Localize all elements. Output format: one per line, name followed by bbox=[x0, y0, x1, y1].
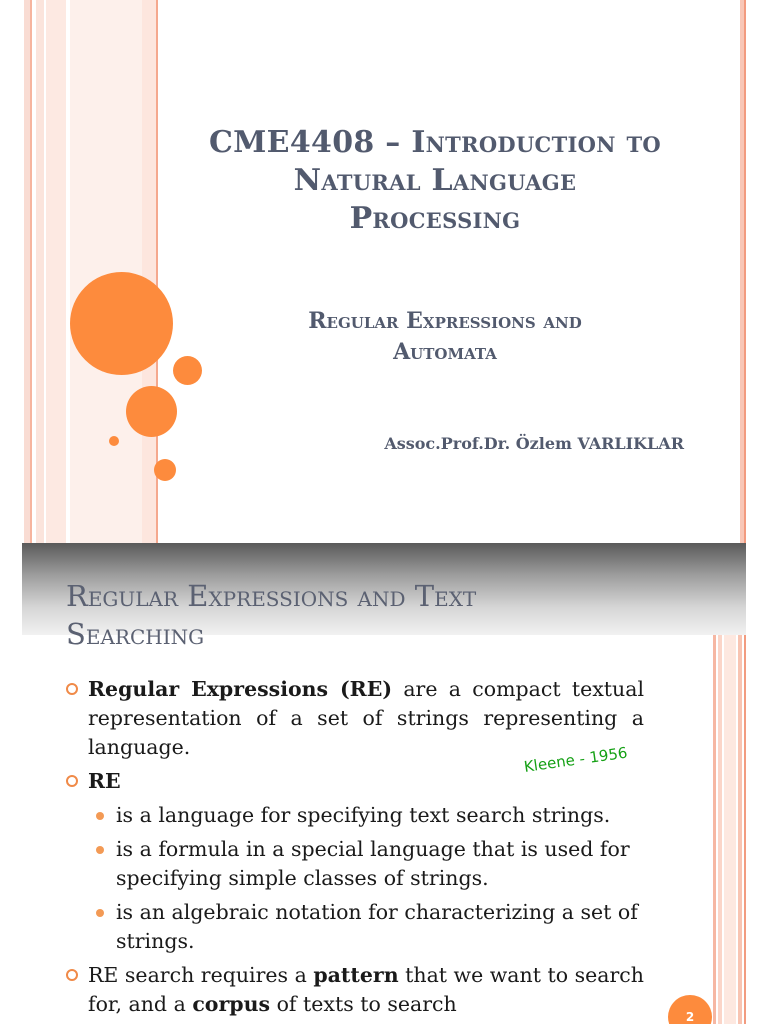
decorative-stripe bbox=[142, 0, 156, 543]
decorative-stripe bbox=[744, 0, 746, 543]
sub-bullet-text: is a formula in a special language that is used for specifying simple classes of strings. bbox=[116, 837, 630, 890]
bold-term: pattern bbox=[313, 963, 399, 987]
course-title-line: Natural Language bbox=[293, 163, 577, 198]
decorative-circle bbox=[109, 436, 119, 446]
course-title bbox=[170, 124, 700, 238]
author-name: Assoc.Prof.Dr. Özlem VARLIKLAR bbox=[384, 434, 684, 453]
decorative-circle bbox=[154, 459, 176, 481]
lecture-subtitle bbox=[230, 306, 660, 368]
bullet-item bbox=[66, 961, 644, 1019]
ring-bullet-icon bbox=[66, 775, 78, 787]
decorative-stripe bbox=[30, 0, 32, 543]
page-number-badge: 2 bbox=[668, 995, 712, 1024]
bullet-text: that we want to search for, and a bbox=[88, 963, 644, 1016]
dot-bullet-icon bbox=[96, 846, 104, 854]
sub-bullet-item bbox=[66, 835, 644, 893]
decorative-stripe bbox=[724, 635, 736, 1024]
dot-bullet-icon bbox=[96, 909, 104, 917]
decorative-stripe bbox=[744, 635, 746, 1024]
decorative-stripe bbox=[36, 0, 44, 543]
bullet-item bbox=[66, 675, 644, 762]
course-title-line: CME4408 – Introduction to bbox=[209, 125, 661, 160]
sub-bullet-item bbox=[66, 898, 644, 956]
bold-term: Regular Expressions (RE) bbox=[88, 677, 393, 701]
bullet-text: of texts to search bbox=[270, 992, 457, 1016]
decorative-circle bbox=[126, 386, 177, 437]
bold-term: RE bbox=[88, 769, 121, 793]
course-title-line: Processing bbox=[349, 201, 521, 236]
ring-bullet-icon bbox=[66, 969, 78, 981]
ring-bullet-icon bbox=[66, 683, 78, 695]
decorative-stripe bbox=[738, 635, 742, 1024]
handwritten-note: Kleene - 1956 bbox=[522, 743, 629, 776]
lecture-subtitle-line: Regular Expressions and bbox=[308, 308, 582, 334]
decorative-stripe bbox=[713, 635, 716, 1024]
decorative-circle bbox=[173, 356, 202, 385]
slide-title-line: Searching bbox=[66, 617, 205, 651]
decorative-stripe bbox=[70, 0, 142, 543]
bullet-text: RE search requires a bbox=[88, 963, 314, 987]
bullet-text: are a compact textual representation of a set of strings representing a language. bbox=[88, 677, 645, 759]
sub-bullet-text: is an algebraic notation for characterizing a set of strings. bbox=[116, 900, 638, 953]
content-slide bbox=[0, 543, 768, 1024]
decorative-circle bbox=[70, 272, 173, 375]
slide-body bbox=[66, 675, 644, 1024]
sub-bullet-text: is a language for specifying text search strings. bbox=[116, 803, 611, 827]
lecture-subtitle-line: Automata bbox=[393, 339, 497, 365]
slide-title bbox=[66, 577, 686, 653]
sub-bullet-item bbox=[66, 801, 644, 830]
dot-bullet-icon bbox=[96, 812, 104, 820]
decorative-stripe bbox=[718, 635, 722, 1024]
slide-title-line: Regular Expressions and Text bbox=[66, 579, 477, 613]
bold-term: corpus bbox=[192, 992, 271, 1016]
decorative-stripe bbox=[46, 0, 66, 543]
